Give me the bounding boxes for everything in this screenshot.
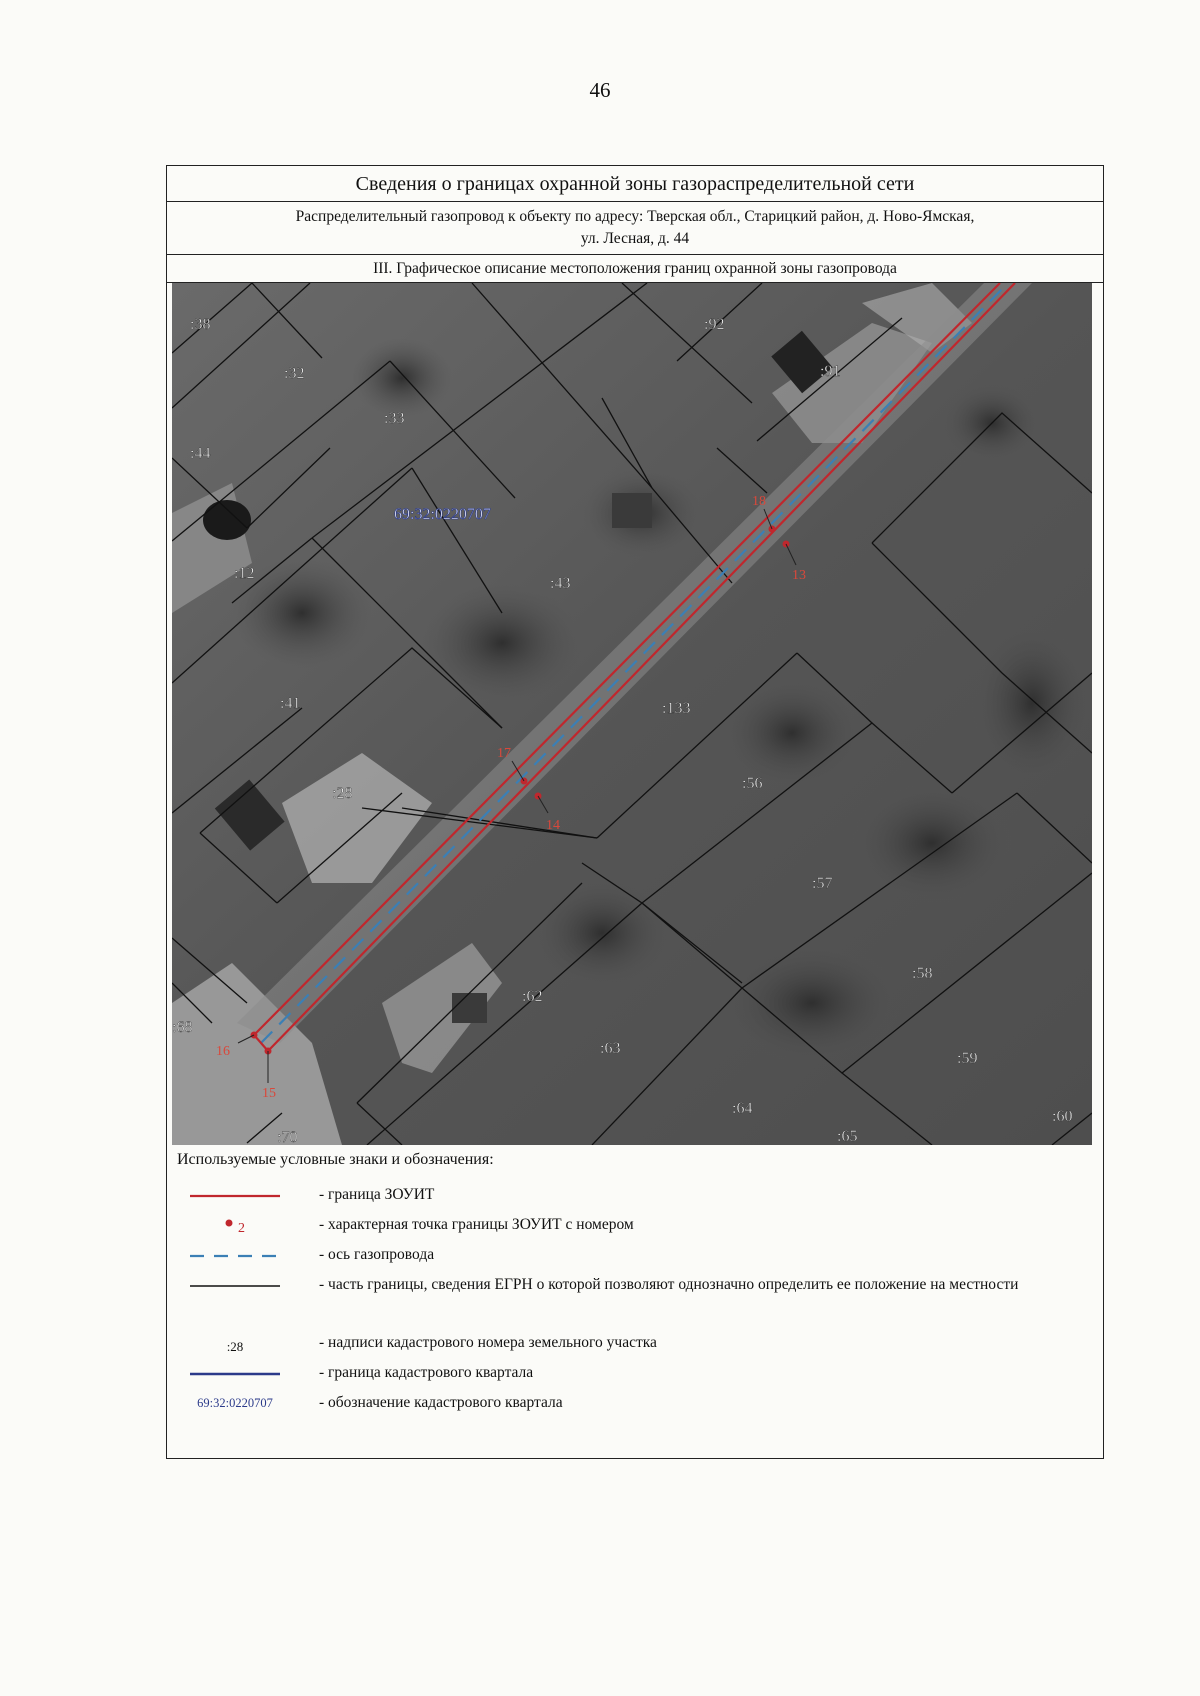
parcel-label: :92 [704,316,725,333]
parcel-label: :65 [837,1128,858,1145]
point-label: 17 [497,746,511,761]
point-label: 15 [262,1086,276,1101]
legend-point-number: 2 [238,1221,245,1236]
legend-item-zone-boundary [167,1181,1103,1211]
parcel-label: :33 [384,410,405,427]
document-frame [166,165,1104,1459]
legend-item-point [167,1211,1103,1241]
legend-quarter-sample: 69:32:0220707 [197,1396,273,1410]
parcel-label: :38 [190,316,211,333]
cadastral-map[interactable] [172,283,1092,1145]
parcel-label: :60 [1052,1108,1073,1125]
legend-parcel-sample: :28 [226,1339,244,1354]
object-line-1: Распределительный газопровод к объекту по адресу: Тверская обл., Старицкий район, д. Ново-Ямская, [295,208,975,225]
legend-text: - обозначение кадастрового квартала [319,1394,563,1411]
legend-item-parcel-boundary [167,1271,1103,1327]
document-title: Сведения о границах охранной зоны газораспределительной сети [167,166,1103,202]
legend-text: - часть границы, сведения ЕГРН о которой позволяют однозначно определить ее положение на местности [319,1276,1019,1293]
legend-symbol-parcel-number [185,1329,285,1359]
legend-symbol-point [185,1211,285,1241]
page-number: 46 [589,78,611,102]
legend-item-quarter-boundary [167,1359,1103,1389]
parcel-label: :68 [172,1019,193,1036]
parcel-label: :32 [284,365,305,382]
object-description [167,202,1103,255]
point-label: 14 [546,818,560,833]
parcel-label: :70 [277,1129,298,1145]
point-label: 13 [792,568,806,583]
legend-text: - граница кадастрового квартала [319,1364,534,1381]
legend-text: - ось газопровода [319,1246,435,1263]
legend-symbol-dashed-line [185,1241,285,1271]
legend-item-parcel-number [167,1329,1103,1359]
map-svg [172,283,1092,1145]
parcel-label: :64 [732,1100,753,1117]
object-line-2: ул. Лесная, д. 44 [580,230,690,247]
parcel-label: :91 [820,363,841,380]
point-label: 16 [216,1044,230,1059]
parcel-label: :62 [522,988,543,1005]
legend-text: - характерная точка границы ЗОУИТ с номером [319,1216,634,1233]
section-title: III. Графическое описание местоположения границ охранной зоны газопровода [167,255,1103,283]
legend-title: Используемые условные знаки и обозначения: [177,1151,494,1168]
legend-item-axis [167,1241,1103,1271]
parcel-label: :41 [280,695,301,712]
parcel-label: :133 [662,700,691,717]
legend-symbol-blue-line [185,1359,285,1389]
cadastral-quarter-label: 69:32:0220707 [394,506,491,523]
parcel-label: :58 [912,965,933,982]
parcel-label: :56 [742,775,763,792]
parcel-label: :59 [957,1050,978,1067]
parcel-label: :57 [812,875,833,892]
parcel-label: :44 [190,445,211,462]
legend-symbol-black-line [185,1271,285,1301]
parcel-label: :12 [234,565,255,582]
point-label: 18 [752,494,766,509]
parcel-label: :43 [550,575,571,592]
legend-symbol-quarter-label [185,1389,285,1419]
parcel-label: :28 [332,785,353,802]
legend-text: - граница ЗОУИТ [319,1186,435,1203]
parcel-label: :63 [600,1040,621,1057]
legend-symbol-red-line [185,1181,285,1211]
legend-text: - надписи кадастрового номера земельного участка [319,1334,657,1351]
legend-item-quarter-label [167,1389,1103,1419]
